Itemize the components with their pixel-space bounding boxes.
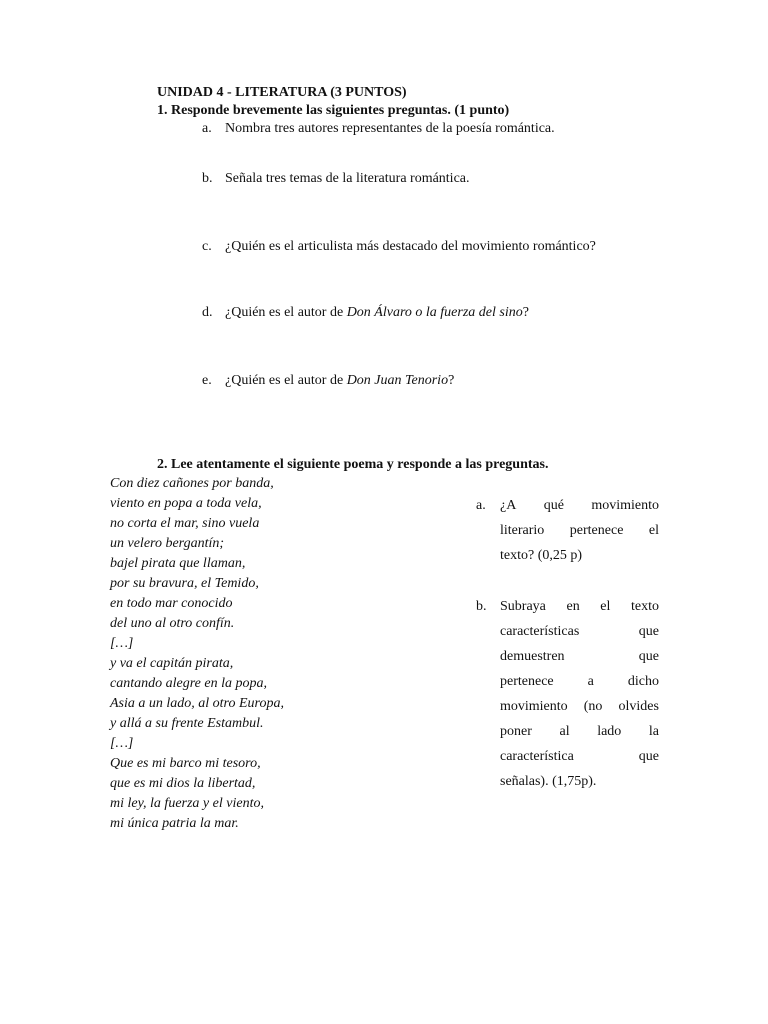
justified-line (500, 749, 659, 765)
word: característica (500, 749, 574, 764)
question-1b (202, 171, 470, 187)
word: movimiento (500, 699, 568, 714)
justified-line (500, 649, 659, 665)
question-2-heading: 2. Lee atentamente el siguiente poema y responde a las preguntas. (157, 457, 549, 472)
word: demuestren (500, 649, 565, 664)
justified-line (500, 498, 659, 514)
question-1a (202, 121, 555, 137)
word: características (500, 624, 580, 639)
word: ¿A (500, 498, 517, 513)
justified-line (500, 699, 659, 715)
item-letter: b. (202, 171, 213, 186)
justified-line (500, 674, 659, 690)
item-suffix: ? (448, 373, 455, 388)
word: poner (500, 724, 532, 739)
item-letter: a. (202, 121, 212, 136)
word: a (587, 674, 594, 689)
item-letter: e. (202, 373, 212, 388)
word: texto (631, 599, 659, 614)
item-text: Nombra tres autores representantes de la poesía romántica. (225, 121, 555, 136)
word: dicho (627, 674, 659, 689)
word: la (648, 724, 659, 739)
item-prefix: ¿Quién es el autor de (225, 305, 347, 320)
poem-line: cantando alegre en la popa, (110, 676, 267, 691)
poem-line: un velero bergantín; (110, 536, 225, 551)
item-letter: c. (202, 239, 212, 254)
work-title: Don Juan Tenorio (346, 373, 449, 388)
word: pertenece (500, 674, 554, 689)
poem-line: mi única patria la mar. (110, 816, 239, 831)
work-title: Don Álvaro o la fuerza del sino (346, 305, 523, 320)
poem-line: mi ley, la fuerza y el viento, (110, 796, 264, 811)
item-suffix: ? (522, 305, 529, 320)
word: pertenece (569, 523, 624, 538)
justified-line (500, 599, 659, 615)
poem-line: del uno al otro confín. (110, 616, 235, 631)
word: movimiento (591, 498, 659, 513)
word: qué (543, 498, 564, 513)
poem-line: bajel pirata que llaman, (110, 556, 246, 571)
poem-ellipsis: […] (110, 636, 134, 651)
poem-line: viento en popa a toda vela, (110, 496, 262, 511)
justified-line (500, 523, 659, 539)
last-line: señalas). (1,75p). (500, 774, 597, 789)
poem-line: por su bravura, el Temido, (110, 576, 259, 591)
justified-line (500, 724, 659, 740)
last-line: texto? (0,25 p) (500, 548, 583, 563)
word: el (600, 599, 611, 614)
word: que (638, 624, 659, 639)
word: que (638, 649, 659, 664)
poem-line: y allá a su frente Estambul. (110, 716, 264, 731)
word: (no (583, 699, 603, 714)
question-1e (202, 373, 454, 389)
item-text: Señala tres temas de la literatura romántica. (225, 171, 470, 186)
poem-line: Que es mi barco mi tesoro, (110, 756, 261, 771)
item-prefix: ¿Quién es el autor de (225, 373, 347, 388)
poem-line: Asia a un lado, al otro Europa, (110, 696, 284, 711)
item-text: ¿Quién es el articulista más destacado del movimiento romántico? (225, 239, 596, 254)
item-letter: d. (202, 305, 213, 320)
poem-line: y va el capitán pirata, (110, 656, 234, 671)
word: el (648, 523, 659, 538)
word: olvides (618, 699, 659, 714)
word: Subraya (500, 599, 546, 614)
unit-title: UNIDAD 4 - LITERATURA (3 PUNTOS) (157, 85, 407, 100)
word: que (638, 749, 659, 764)
word: en (566, 599, 580, 614)
question-1-heading: 1. Responde brevemente las siguientes preguntas. (1 punto) (157, 103, 510, 118)
justified-line (500, 624, 659, 640)
word: lado (597, 724, 622, 739)
question-1d (202, 305, 529, 321)
poem-line: no corta el mar, sino vuela (110, 516, 260, 531)
word: al (559, 724, 570, 739)
poem-line: en todo mar conocido (110, 596, 233, 611)
item-letter: a. (476, 498, 486, 513)
poem-line: que es mi dios la libertad, (110, 776, 256, 791)
item-letter: b. (476, 599, 487, 614)
word: literario (500, 523, 545, 538)
poem-line: Con diez cañones por banda, (110, 476, 274, 491)
poem-ellipsis: […] (110, 736, 134, 751)
question-1c (202, 239, 596, 255)
